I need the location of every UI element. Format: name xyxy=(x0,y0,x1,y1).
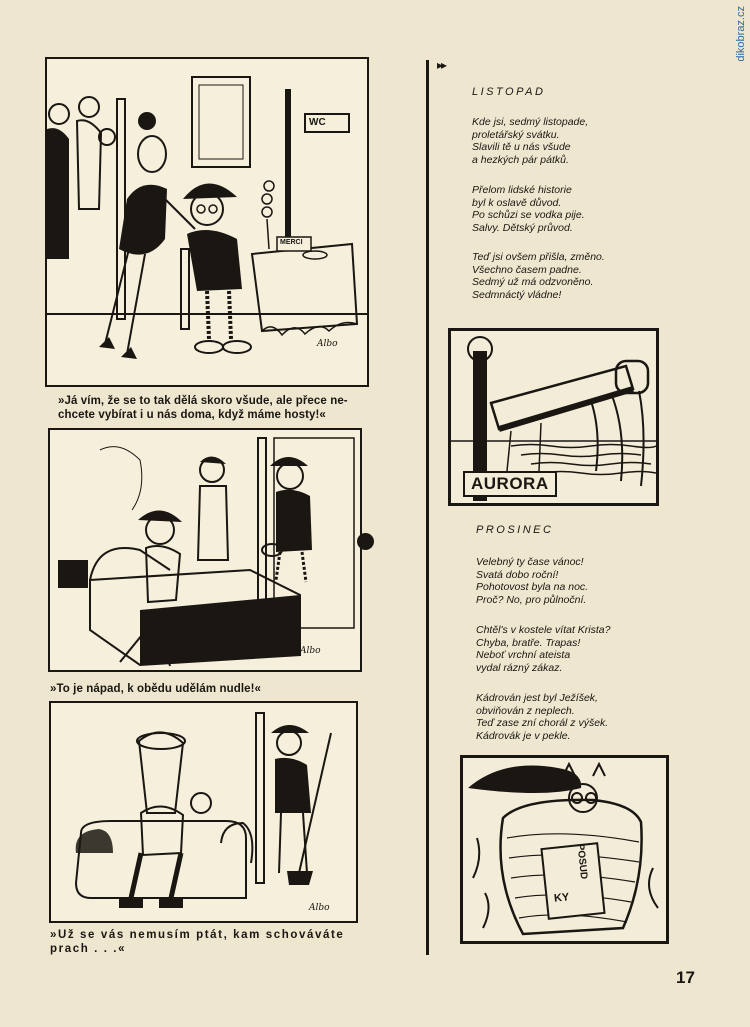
cartoon-3-caption: »Už se vás nemusím ptát, kam schováváte prach . . .« xyxy=(50,929,345,955)
kettle-devil-drawing xyxy=(463,758,666,941)
cartoon-1-drawing xyxy=(47,59,367,385)
poem-listopad-stanza-3: Teď jsi ovšem přišla, změno. Všechno časem padne. Sedmý už má odzvoněno. Sedmnáctý vládne! xyxy=(472,251,605,301)
cartoon-3-drawing xyxy=(51,703,356,921)
cartoon-1-signature: Albo xyxy=(317,339,338,349)
merci-sign: MERCI xyxy=(280,239,303,246)
cartoon-2-panel xyxy=(48,428,362,672)
cartoon-2-drawing xyxy=(50,430,360,670)
kettle-label-2: KY xyxy=(553,891,570,905)
cartoon-1-panel xyxy=(45,57,369,387)
cartoon-2-signature: Albo xyxy=(300,646,321,656)
wc-sign: WC xyxy=(309,117,326,128)
aurora-label: AURORA xyxy=(463,471,557,497)
poem-title-listopad: LISTOPAD xyxy=(472,86,546,98)
page-number: 17 xyxy=(676,968,695,987)
aurora-illustration xyxy=(448,328,659,506)
cartoon-1-caption: »Já vím, že se to tak dělá skoro všude, ale přece ne-chcete vybírat i u nás doma, když máme hosty!« xyxy=(58,395,348,421)
poem-prosinec-stanza-2: Chtěl's v kostele vítat Krista? Chyba, bratře. Trapas! Neboť vrchní ateista vydal rázný zákaz. xyxy=(476,624,611,674)
kettle-label-1: POSUD xyxy=(574,843,590,880)
poem-prosinec-stanza-1: Velebný ty čase vánoc! Svatá dobo roční! Pohotovost byla na noc. Proč? No, pro půlnoční. xyxy=(476,556,589,606)
poem-listopad-stanza-1: Kde jsi, sedmý listopade, proletářský svátku. Slavili tě u nás všude a hezkých pár pátků. xyxy=(472,116,589,166)
watermark: dikobraz.cz xyxy=(735,6,747,62)
poem-listopad-stanza-2: Přelom lidské historie byl k oslavě důvod. Po schůzi se vodka pije. Salvy. Dětský průvod. xyxy=(472,184,585,234)
poem-prosinec-stanza-3: Kádrován jest byl Ježíšek, obviňován z neplech. Teď zase zní chorál z výšek. Kádrovák je v pekle. xyxy=(476,692,609,742)
column-divider xyxy=(426,60,429,955)
cartoon-3-panel xyxy=(49,701,358,923)
cartoon-3-signature: Albo xyxy=(309,903,330,913)
column-marker: ▸▸ xyxy=(437,58,446,72)
bullet-dot xyxy=(357,533,374,550)
poem-title-prosinec: PROSINEC xyxy=(476,524,554,536)
kettle-illustration xyxy=(460,755,669,944)
cartoon-2-caption: »To je nápad, k obědu udělám nudle!« xyxy=(50,683,262,695)
